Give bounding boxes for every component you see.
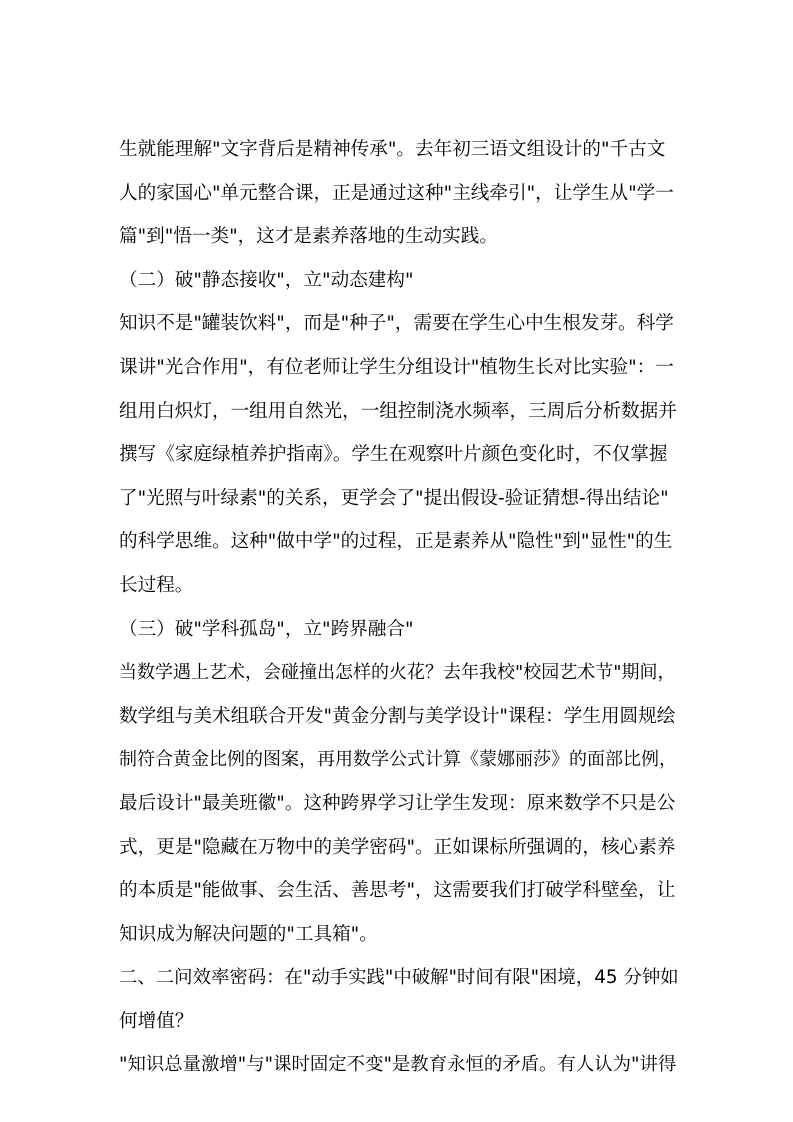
paragraph-line: 式，更是"隐藏在万物中的美学密码"。正如课标所强调的，核心素养 — [119, 836, 676, 858]
paragraph-line: 制符合黄金比例的图案，再用数学公式计算《蒙娜丽莎》的面部比例， — [119, 749, 677, 771]
paragraph-line: 人的家国心"单元整合课，正是通过这种"主线牵引"，让学生从"学一 — [119, 182, 674, 204]
section-heading: 二、二问效率密码：在"动手实践"中破解"时间有限"困境，45 分钟如 — [119, 967, 679, 989]
paragraph-line: 的科学思维。这种"做中学"的过程，正是素养从"隐性"到"显性"的生 — [119, 531, 673, 553]
paragraph-line: 生就能理解"文字背后是精神传承"。去年初三语文组设计的"千古文 — [119, 139, 666, 160]
paragraph-line: 当数学遇上艺术，会碰撞出怎样的火花？去年我校"校园艺术节"期间， — [119, 662, 676, 684]
paragraph-line: 知识成为解决问题的"工具箱"。 — [119, 923, 378, 945]
section-heading: （二）破"静态接收"，立"动态建构" — [119, 269, 414, 291]
section-heading: （三）破"学科孤岛"，立"跨界融合" — [119, 618, 414, 640]
paragraph-line: "知识总量激增"与"课时固定不变"是教育永恒的矛盾。有人认为"讲得 — [119, 1054, 677, 1076]
paragraph-line: 最后设计"最美班徽"。这种跨界学习让学生发现：原来数学不只是公 — [119, 792, 676, 814]
paragraph-line: 撰写《家庭绿植养护指南》。学生在观察叶片颜色变化时，不仅掌握 — [119, 444, 668, 466]
paragraph-line: 的本质是"能做事、会生活、善思考"，这需要我们打破学科壁垒，让 — [119, 880, 676, 902]
paragraph-line: 数学组与美术组联合开发"黄金分割与美学设计"课程：学生用圆规绘 — [119, 705, 676, 727]
paragraph-line: 长过程。 — [119, 574, 194, 596]
paragraph-line: 组用白炽灯，一组用自然光，一组控制浇水频率，三周后分析数据并 — [119, 400, 677, 422]
paragraph-line: 了"光照与叶绿素"的关系，更学会了"提出假设-验证猜想-得出结论" — [119, 487, 669, 509]
paragraph-line: 课讲"光合作用"，有位老师让学生分组设计"植物生长对比实验"：一 — [119, 356, 674, 378]
paragraph-line: 知识不是"罐装饮料"，而是"种子"，需要在学生心中生根发芽。科学 — [119, 313, 674, 335]
document-body — [119, 128, 679, 1087]
section-heading: 何增值？ — [119, 1010, 194, 1032]
paragraph-line: 篇"到"悟一类"，这才是素养落地的生动实践。 — [119, 226, 498, 248]
